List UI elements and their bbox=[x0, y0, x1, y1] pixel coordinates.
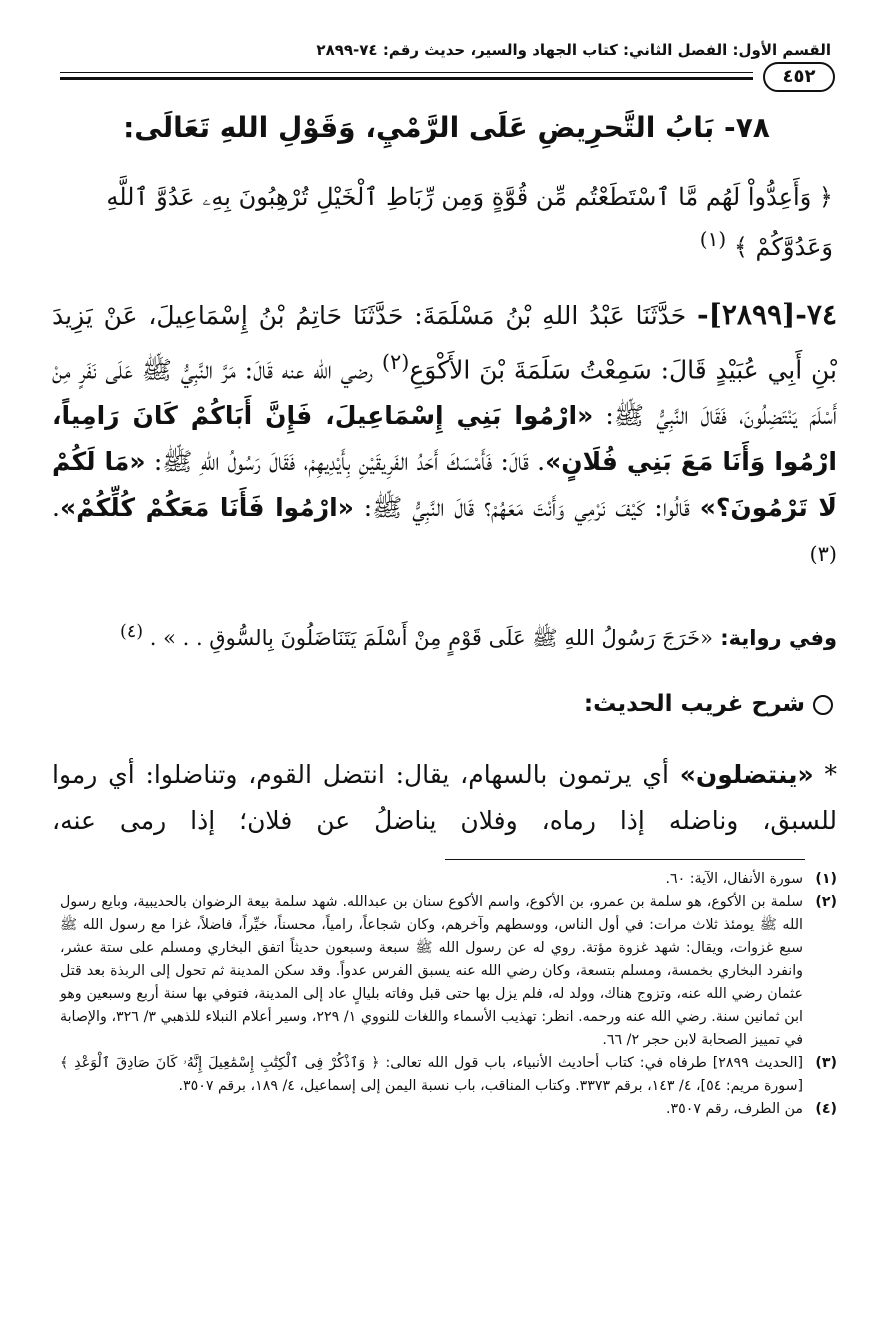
page-number: ٤٥٢ bbox=[763, 62, 835, 92]
narration-lead: وفي رواية: bbox=[712, 626, 837, 650]
footnote-ref-4: (٤) bbox=[119, 622, 144, 642]
footnote-3 bbox=[60, 1052, 837, 1098]
hadith-text bbox=[52, 292, 837, 586]
narration-text: «خَرَجَ رَسُولُ اللهِ ﷺ عَلَى قَوْمٍ مِنْ أَسْلَمَ يَتَنَاضَلُونَ بِالسُّوقِ . . » . bbox=[143, 626, 713, 650]
footnote-mark: (١) bbox=[815, 871, 837, 887]
hadith-quote-3: «ارْمُوا فَأَنَا مَعَكُمْ كُلِّكُمْ» bbox=[59, 493, 354, 523]
circle-bullet-icon bbox=[813, 695, 833, 715]
footnote-2 bbox=[60, 891, 837, 1052]
footnote-ref-3: (٣) bbox=[809, 542, 837, 567]
footnotes bbox=[60, 868, 837, 1121]
verse-text: ﴿ وَأَعِدُّواْ لَهُم مَّا ٱسْتَطَعْتُم مِّن قُوَّةٍ وَمِن رِّبَاطِ ٱلْخَيْلِ تُرْهِبُونَ بِهِۦ عَدُوَّ ٱللَّهِ وَعَدُوَّكُمْ ﴾ bbox=[106, 183, 833, 261]
header-rule-thin bbox=[60, 72, 753, 73]
gloss-heading bbox=[60, 684, 833, 724]
footnote-text: سورة الأنفال، الآية: ٦٠. bbox=[665, 871, 803, 887]
footnote-text: [الحديث ٢٨٩٩] طرفاه في: كتاب أحاديث الأنبياء، باب قول الله تعالى: ﴿ وَٱذْكُرْ فِى ٱلْكِتَٰبِ إِسْمَٰعِيلَ إِنَّهُۥ كَانَ صَادِقَ ٱلْوَعْدِ ﴾ [سورة مريم: ٥٤]، ٤/ ١٤٣، برقم ٣٣٧٣. وكتاب المناقب، باب نسبة اليمن إلى إسماعيل، ٤/ ١٨٩، برقم ٣٥٠٧. bbox=[60, 1055, 803, 1094]
hadith-quote-2: «مَا لَكُمْ لَا تَرْمُونَ؟» bbox=[52, 447, 838, 523]
gloss-heading-text: شرح غريب الحديث: bbox=[583, 691, 805, 717]
footnote-mark: (٤) bbox=[815, 1101, 837, 1117]
running-head: القسم الأول: الفصل الثاني: كتاب الجهاد والسير، حديث رقم: ٧٤-٢٨٩٩ bbox=[316, 41, 831, 59]
footnote-text: سلمة بن الأكوع، هو سلمة بن عمرو، بن الأكوع، واسم الأكوع سنان بن عبدالله. شهد سلمة بيعة الرضوان بالحديبية، وبايع رسول الله ﷺ يومئذ ثلاث مرات: في أول الناس، ووسطهم وآخرهم، وكان شجاعاً، رامياً، محسناً، خيِّراً، فاضلاً، غزا مع رسول الله ﷺ سبع غزوات، ويقال: شهد غزوة مؤتة. روي له عن رسول الله ﷺ سبعة وسبعون حديثاً اتفق البخاري ومسلم على ستة عشر، وانفرد البخاري بخمسة، ومسلم بتسعة، وكان رضي الله عنه يسبق الفرس عدواً. وقد سكن المدينة ثم تحول إلى الربذة بعد قتل عثمان رضي الله عنه، وتزوج هناك، وولد له، فلم يزل بها حتى قبل وفاته بليالٍ عاد إلى المدينة، فتوفي بها سنة أربع وسبعين وهو ابن ثمانين سنة. رضي الله عنه ورحمه. انظر: تهذيب الأسماء واللغات للنووي ١/ ٢٢٩، وسير أعلام النبلاء للذهبي ٣/ ٣٢٦، والإصابة في تمييز الصحابة لابن حجر ٢/ ٦٦. bbox=[60, 894, 803, 1048]
quran-verse bbox=[70, 176, 833, 268]
alternate-narration bbox=[60, 612, 837, 658]
footnote-separator bbox=[445, 859, 805, 860]
asterisk-icon: * bbox=[824, 760, 838, 789]
hadith-number: ٧٤-[٢٨٩٩]- bbox=[697, 298, 837, 331]
gloss-entry bbox=[52, 752, 837, 844]
footnote-text: من الطرف، رقم ٣٥٠٧. bbox=[665, 1101, 803, 1117]
hadith-matn-3: قَالُوا: كَيْفَ نَرْمِي وَأَنْتَ مَعَهُمْ؟ قَالَ النَّبِيُّ ﷺ: bbox=[353, 493, 700, 523]
gloss-term: «ينتضلون» bbox=[679, 760, 814, 789]
hadith-end: . bbox=[52, 493, 60, 523]
header-rule-thick bbox=[60, 77, 753, 80]
hadith-isnad: حَدَّثَنَا عَبْدُ اللهِ بْنُ مَسْلَمَةَ: حَدَّثَنَا حَاتِمُ بْنُ إِسْمَاعِيلَ، عَنْ يَزِيدَ بْنِ أَبِي عُبَيْدٍ قَالَ: سَمِعْتُ سَلَمَةَ بْنَ الأَكْوَعِ bbox=[52, 301, 838, 385]
hadith-quote-1: «ارْمُوا بَنِي إِسْمَاعِيلَ، فَإِنَّ أَبَاكُمْ كَانَ رَامِياً، ارْمُوا وَأَنَا مَعَ بَنِي فُلَانٍ» bbox=[52, 401, 837, 477]
hadith-matn-1: رضي الله عنه قَالَ: مَرَّ النَّبِيُّ ﷺ عَلَى نَفَرٍ مِنْ أَسْلَمَ يَنْتَضِلُونَ، فَقَالَ النَّبِيُّ ﷺ: bbox=[52, 355, 837, 431]
footnote-mark: (٣) bbox=[815, 1055, 837, 1071]
hadith-matn-2: . قَالَ: فَأَمْسَكَ أَحَدُ الفَرِيقَيْنِ بِأَيْدِيهِمْ، فَقَالَ رَسُولُ اللهِ ﷺ: bbox=[145, 447, 546, 477]
gloss-definition: أي يرتمون بالسهام، يقال: انتضل القوم، وتناضلوا: أي رموا للسبق، وناضله إذا رماه، وفلان يناضلُ عن فلان؛ إذا رمى عنه، bbox=[52, 760, 837, 835]
footnote-ref-2: (٢) bbox=[381, 350, 410, 374]
footnote-4 bbox=[60, 1098, 837, 1121]
chapter-title: ٧٨- بَابُ التَّحرِيضِ عَلَى الرَّمْيِ، وَقَوْلِ اللهِ تَعَالَى: bbox=[123, 111, 770, 144]
footnote-1 bbox=[60, 868, 837, 891]
footnote-mark: (٢) bbox=[815, 894, 837, 910]
footnote-ref-1: (١) bbox=[699, 227, 727, 251]
